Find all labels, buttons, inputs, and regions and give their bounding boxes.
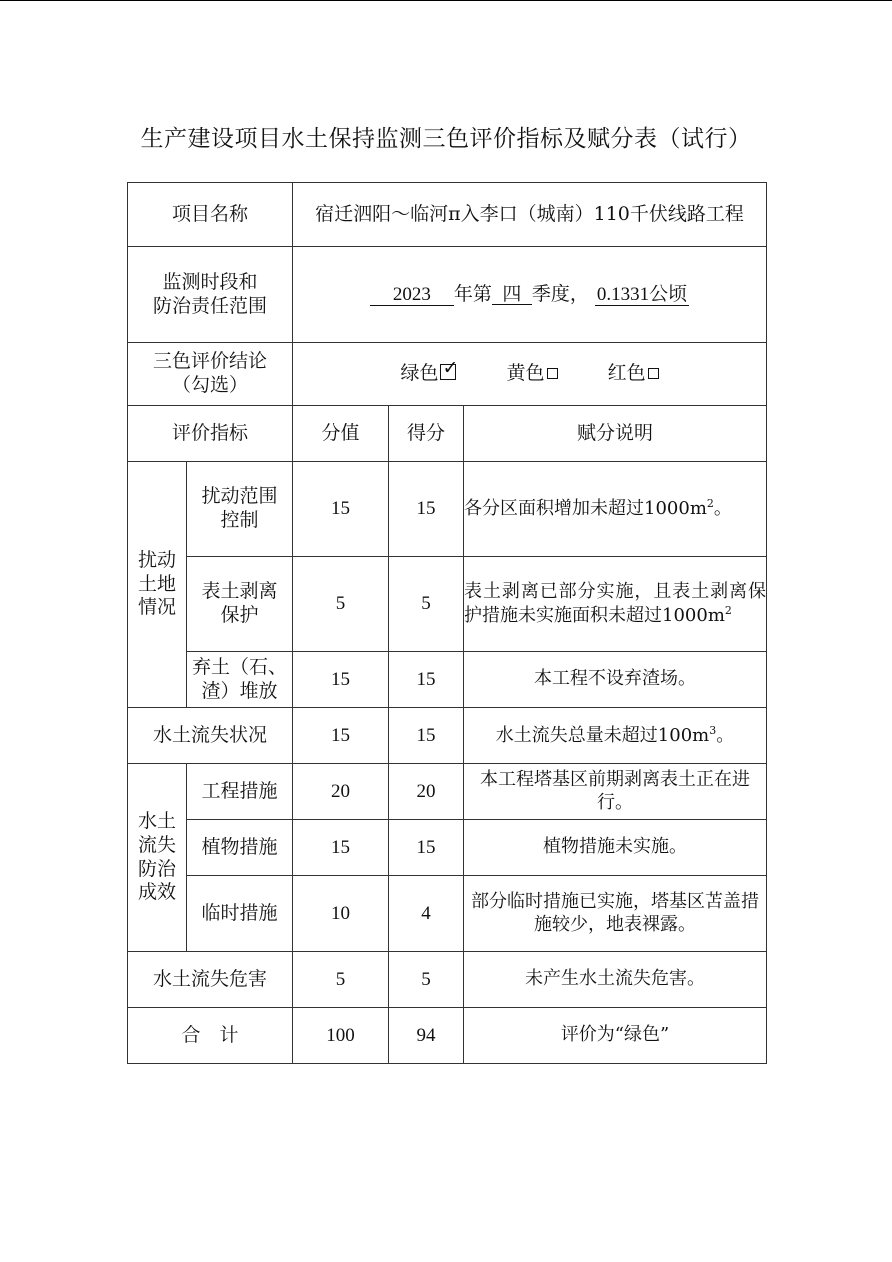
header-indicator: 评价指标 — [128, 406, 293, 462]
row-name-line: 保护 — [220, 604, 259, 626]
group-prevent — [128, 764, 187, 952]
group-disturb-line: 扰动 — [137, 548, 176, 571]
total-got: 94 — [389, 1008, 464, 1064]
total-label: 合 计 — [128, 1008, 293, 1064]
header-got: 得分 — [389, 406, 464, 462]
conclusion-label — [128, 343, 293, 406]
row-got: 5 — [389, 952, 464, 1008]
row-got: 15 — [389, 652, 464, 708]
table-row — [128, 876, 767, 952]
conclusion-label-line2: （勾选） — [172, 374, 249, 396]
header-score: 分值 — [293, 406, 389, 462]
row-name: 工程措施 — [187, 764, 293, 820]
row-score: 5 — [293, 557, 389, 652]
row-name — [187, 652, 293, 708]
row-got: 15 — [389, 820, 464, 876]
period-label-line1: 监测时段和 — [162, 270, 258, 293]
total-score: 100 — [293, 1008, 389, 1064]
period-area-group — [595, 284, 689, 307]
table-row — [128, 652, 767, 708]
period-area: 0.1331 — [596, 283, 650, 305]
period-area-unit: 公顷 — [649, 282, 688, 305]
row-got: 15 — [389, 708, 464, 764]
row-name-line: 渣）堆放 — [201, 679, 278, 702]
group-prevent-line: 流失 — [137, 833, 176, 856]
row-got: 15 — [389, 462, 464, 557]
option-green[interactable] — [400, 357, 459, 386]
group-disturb-line: 土地 — [137, 572, 176, 595]
evaluation-table — [127, 182, 767, 1064]
row-desc-text: 水土流失总量未超过100m — [495, 724, 710, 746]
row-desc-end: 。 — [713, 498, 732, 520]
row-score: 15 — [293, 820, 389, 876]
group-prevent-line: 成效 — [137, 881, 176, 904]
row-score: 20 — [293, 764, 389, 820]
period-value — [293, 247, 767, 343]
period-year-suffix: 年第 — [453, 282, 492, 305]
row-name — [187, 557, 293, 652]
row-desc — [464, 708, 767, 764]
row-desc-end: 。 — [716, 724, 735, 746]
row-score: 10 — [293, 876, 389, 952]
row-desc-sup: 3 — [709, 723, 717, 737]
group-prevent-line: 防治 — [137, 857, 176, 880]
group-disturb-line: 情况 — [137, 596, 176, 619]
table-row — [128, 462, 767, 557]
conclusion-label-line1: 三色评价结论 — [153, 350, 268, 373]
top-rule — [0, 0, 892, 1]
option-yellow-label: 黄色 — [506, 362, 545, 385]
row-name-line: 弃土（石、 — [192, 655, 288, 678]
period-label-line2: 防治责任范围 — [153, 294, 268, 317]
row-got: 4 — [389, 876, 464, 952]
row-desc-sup: 2 — [724, 603, 732, 617]
row-desc — [464, 557, 767, 652]
checkbox-empty-icon[interactable] — [547, 368, 558, 379]
project-row — [128, 183, 767, 247]
document-title: 生产建设项目水土保持监测三色评价指标及赋分表（试行） — [140, 126, 752, 152]
period-quarter-suffix: 季度， — [531, 282, 589, 305]
total-row — [128, 1008, 767, 1064]
conclusion-row — [128, 343, 767, 406]
period-quarter: 四 — [492, 284, 532, 306]
row-score: 15 — [293, 462, 389, 557]
row-name: 水土流失状况 — [128, 708, 293, 764]
option-red-label: 红色 — [607, 362, 646, 385]
row-score: 15 — [293, 708, 389, 764]
project-label: 项目名称 — [128, 183, 293, 247]
checkbox-empty-icon[interactable] — [648, 368, 659, 379]
total-desc: 评价为“绿色” — [464, 1008, 767, 1064]
group-prevent-line: 水土 — [137, 810, 176, 832]
option-yellow[interactable] — [507, 362, 558, 386]
row-name: 临时措施 — [187, 876, 293, 952]
row-desc-text: 表土剥离已部分实施，且表土剥离保护措施未实施面积未超过1000m — [464, 581, 767, 626]
row-name-line: 表土剥离 — [201, 580, 278, 603]
group-disturb — [128, 462, 187, 708]
row-name-line: 控制 — [220, 509, 259, 531]
row-desc: 植物措施未实施。 — [464, 820, 767, 876]
row-got: 5 — [389, 557, 464, 652]
table-row — [128, 820, 767, 876]
project-name: 宿迁泗阳～临河π入李口（城南）110千伏线路工程 — [293, 183, 767, 247]
row-desc: 本工程不设弃渣场。 — [464, 652, 767, 708]
header-row — [128, 406, 767, 462]
option-green-label: 绿色 — [400, 362, 439, 385]
table-row — [128, 708, 767, 764]
row-name — [187, 462, 293, 557]
row-score: 5 — [293, 952, 389, 1008]
row-name: 水土流失危害 — [128, 952, 293, 1008]
conclusion-options — [293, 343, 767, 406]
period-year: 2023 — [370, 285, 454, 307]
period-row — [128, 247, 767, 343]
row-got: 20 — [389, 764, 464, 820]
table-row — [128, 764, 767, 820]
row-desc: 本工程塔基区前期剥离表土正在进行。 — [464, 764, 767, 820]
row-name-line: 扰动范围 — [201, 485, 278, 508]
row-name: 植物措施 — [187, 820, 293, 876]
table-row — [128, 557, 767, 652]
checkbox-checked-icon[interactable]: ✓ — [442, 357, 459, 380]
header-explanation: 赋分说明 — [464, 406, 767, 462]
row-desc: 部分临时措施已实施，塔基区苫盖措施较少，地表裸露。 — [464, 876, 767, 952]
row-desc-sup: 2 — [706, 497, 714, 511]
option-red[interactable] — [608, 362, 659, 386]
table-row — [128, 952, 767, 1008]
period-label — [128, 247, 293, 343]
row-desc-text: 各分区面积增加未超过1000m — [464, 498, 707, 520]
row-desc: 未产生水土流失危害。 — [464, 952, 767, 1008]
row-desc — [464, 462, 767, 557]
row-score: 15 — [293, 652, 389, 708]
